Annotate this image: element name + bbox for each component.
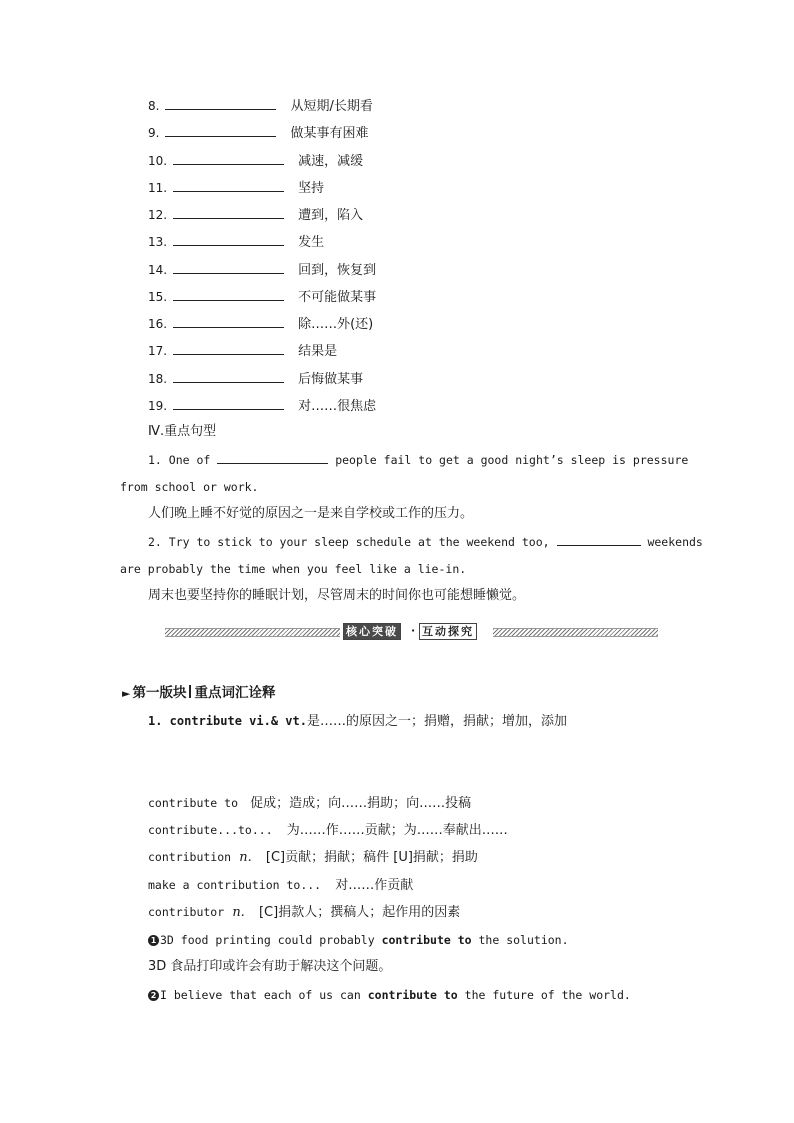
- example-2-pre: I believe that each of us can: [160, 988, 368, 1002]
- usage-zh: [C]贡献；捐献；稿件 [U]捐献；捐助: [265, 850, 478, 865]
- phrase-meaning: 对……很焦虑: [298, 399, 377, 414]
- example-1-post: the solution.: [471, 933, 569, 947]
- usage-en: contribute to: [148, 796, 239, 810]
- sentence-1-prefix: 1. One of: [148, 453, 211, 467]
- phrase-number: 15.: [148, 290, 168, 304]
- phrase-row: [148, 231, 324, 251]
- answer-blank[interactable]: [173, 150, 284, 165]
- section-heading: Ⅳ.重点句型: [148, 424, 217, 439]
- sentence-2: [148, 532, 703, 552]
- phrase-row: [148, 95, 373, 115]
- heading-divider: [189, 685, 191, 698]
- sentence-2-prefix: 2. Try to stick to your sleep schedule at the weekend too,: [148, 535, 550, 549]
- usage-zh: 为……作……贡献；为……奉献出……: [286, 823, 508, 838]
- usage-row: [148, 847, 478, 868]
- phrase-number: 9.: [148, 126, 160, 140]
- phrase-row: [148, 395, 376, 415]
- phrase-number: 16.: [148, 317, 168, 331]
- usage-en: contributor: [148, 905, 225, 919]
- answer-blank[interactable]: [173, 286, 284, 301]
- sentence-2-suffix: weekends: [647, 535, 703, 549]
- phrase-meaning: 从短期/长期看: [290, 99, 373, 114]
- entry-head: [148, 711, 567, 732]
- sentence-1-blank[interactable]: [217, 450, 328, 464]
- answer-blank[interactable]: [173, 204, 284, 219]
- example-number-icon: 1: [148, 935, 159, 946]
- phrase-row: [148, 313, 373, 333]
- section-banner: [165, 623, 658, 640]
- entry-meaning: 是……的原因之一；捐赠，捐献；增加，添加: [306, 714, 567, 729]
- answer-blank[interactable]: [173, 231, 284, 246]
- phrase-row: [148, 122, 368, 142]
- phrase-number: 12.: [148, 208, 168, 222]
- phrase-number: 13.: [148, 235, 168, 249]
- phrase-row: [148, 340, 337, 360]
- block-heading-part1: 第一版块: [132, 685, 187, 701]
- block-heading-part2: 重点词汇诠释: [194, 685, 276, 701]
- phrase-meaning: 坚持: [298, 181, 325, 196]
- usage-en: contribute...to...: [148, 823, 273, 837]
- usage-row: [148, 820, 508, 841]
- sentence-1-suffix: people fail to get a good night’s sleep is pressure: [335, 453, 689, 467]
- usage-zh: 对……作贡献: [335, 878, 414, 893]
- answer-blank[interactable]: [173, 313, 284, 328]
- phrase-number: 18.: [148, 372, 168, 386]
- example-number-icon: 2: [148, 990, 159, 1001]
- phrase-row: [148, 286, 376, 306]
- phrase-meaning: 不可能做某事: [298, 290, 377, 305]
- sentence-1: [148, 450, 688, 470]
- phrase-meaning: 发生: [298, 235, 325, 250]
- answer-blank[interactable]: [165, 122, 276, 137]
- example-1: [148, 930, 569, 950]
- answer-blank[interactable]: [173, 340, 284, 355]
- example-2-post: the future of the world.: [457, 988, 631, 1002]
- usage-pos: n.: [232, 905, 245, 920]
- banner-hatch-right: [493, 628, 658, 637]
- triangle-icon: ►: [122, 687, 131, 700]
- phrase-meaning: 回到，恢复到: [298, 263, 377, 278]
- phrase-meaning: 遭到，陷入: [298, 208, 364, 223]
- phrase-number: 14.: [148, 263, 168, 277]
- answer-blank[interactable]: [173, 395, 284, 410]
- example-1-pre: 3D food printing could probably: [160, 933, 382, 947]
- phrase-number: 11.: [148, 181, 168, 195]
- phrase-row: [148, 259, 376, 279]
- phrase-meaning: 除……外(还): [298, 317, 374, 332]
- banner-label-core: 核心突破: [343, 623, 401, 640]
- answer-blank[interactable]: [173, 368, 284, 383]
- answer-blank[interactable]: [165, 95, 276, 110]
- entry-word: 1. contribute vi.& vt.: [148, 714, 307, 728]
- phrase-meaning: 减速，减缓: [298, 154, 364, 169]
- block-heading: [122, 683, 275, 704]
- usage-zh: 促成；造成；向……捐助；向……投稿: [250, 796, 472, 811]
- sentence-1-translation: 人们晚上睡不好觉的原因之一是来自学校或工作的压力。: [148, 506, 474, 521]
- example-1-bold: contribute to: [381, 933, 472, 947]
- usage-row: [148, 902, 460, 923]
- banner-hatch-left: [165, 628, 340, 637]
- banner-dot: ·: [411, 624, 416, 637]
- sentence-2-cont: are probably the time when you feel like a lie-in.: [120, 562, 467, 576]
- banner-label-interactive: 互动探究: [419, 623, 477, 640]
- phrase-row: [148, 204, 363, 224]
- usage-zh: [C]捐款人；撰稿人；起作用的因素: [258, 905, 461, 920]
- answer-blank[interactable]: [173, 259, 284, 274]
- phrase-meaning: 做某事有困难: [290, 126, 369, 141]
- phrase-number: 19.: [148, 399, 168, 413]
- phrase-row: [148, 150, 363, 170]
- phrase-meaning: 结果是: [298, 344, 338, 359]
- phrase-row: [148, 177, 324, 197]
- usage-row: [148, 875, 413, 896]
- usage-en: contribution: [148, 850, 232, 864]
- example-2: [148, 985, 631, 1005]
- phrase-meaning: 后悔做某事: [298, 372, 364, 387]
- usage-row: [148, 793, 471, 814]
- phrase-row: [148, 368, 363, 388]
- example-2-bold: contribute to: [367, 988, 458, 1002]
- usage-en: make a contribution to...: [148, 878, 322, 892]
- sentence-2-blank[interactable]: [557, 532, 641, 546]
- answer-blank[interactable]: [173, 177, 284, 192]
- sentence-2-translation: 周末也要坚持你的睡眠计划，尽管周末的时间你也可能想睡懒觉。: [148, 588, 526, 603]
- usage-pos: n.: [239, 850, 252, 865]
- phrase-number: 17.: [148, 344, 168, 358]
- phrase-number: 10.: [148, 154, 168, 168]
- example-1-translation: 3D 食品打印或许会有助于解决这个问题。: [148, 959, 392, 974]
- sentence-1-cont: from school or work.: [120, 480, 259, 494]
- phrase-number: 8.: [148, 99, 160, 113]
